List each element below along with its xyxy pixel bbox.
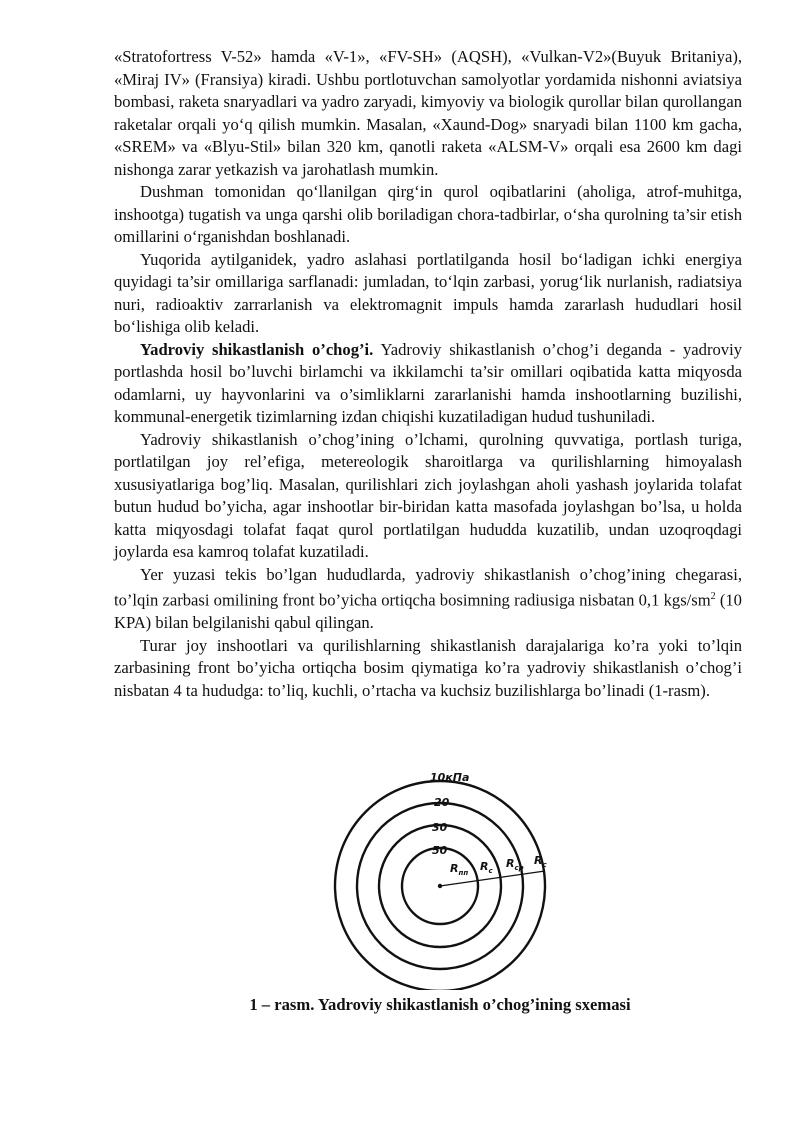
paragraph-6: Yer yuzasi tekis bo’lgan hududlarda, yadroviy shikastlanish o’chog’ining chegarasi, to’lqin zarbasi omilining front bo’yicha ortiqcha bosimning radiusiga nisbatan 0,1 kgs/$sm^2$ (10 KPA) bilan belgilanishi qabul qilingan. <box>114 564 742 633</box>
ring-label-50: 50 <box>432 844 448 857</box>
figure-caption: 1 – rasm. Yadroviy shikastlanish o’chog’ining sxemasi <box>249 995 631 1014</box>
radius-label-1: $R_{пп}$ <box>450 862 469 877</box>
paragraph-3: Yuqorida aytilganidek, yadro aslahasi portlatilganda hosil bo‘ladigan ichki energiya quyidagi ta’sir omillariga sarflanadi: jumladan, to‘lqin zarbasi, yorug‘lik nurlanish, radiatsiya nuri, radioaktiv zarrarlanish va elektromagnit impuls hamda zararlash hududlari hosil bo‘lishiga olib keladi. <box>114 249 742 336</box>
ring-label-20: 20 <box>434 796 450 809</box>
paragraph-2: Dushman tomonidan qo‘llanilgan qirg‘in qurol oqibatlarini (aholiga, atrof-muhitga, inshootga) tugatish va unga qarshi olib boriladigan chora-tadbirlar, o‘sha qurolning ta’sir etish omillarini o‘rganishdan boshlanadi. <box>114 182 742 246</box>
body-text <box>114 46 742 702</box>
radius-label-4: $R_с$ <box>534 854 547 869</box>
ring-label-10kpa: 10кПа <box>430 772 470 784</box>
section-heading: Yadroviy shikastlanish o’chog’i. <box>140 339 374 359</box>
damage-zone-diagram <box>320 772 560 990</box>
paragraph-7: Turar joy inshootlari va qurilishlarning shikastlanish darajalariga ko’ra yoki to’lqin zarbasining front bo’yicha ortiqcha bosim qiymatiga ko’ra yadroviy shikastlanish o’chog’i nisbatan 4 ta hududga: to’liq, kuchli, o’rtacha va kuchsiz buzilishlarga bo’linadi (1-rasm). <box>114 635 742 700</box>
paragraph-1: «Stratofortress V-52» hamda «V-1», «FV-SH» (AQSH), «Vulkan-V2»(Buyuk Britaniya), «Miraj IV» (Fransiya) kiradi. Ushbu portlotuvchan samolyotlar yordamida nishonni aviatsiya bombasi, raketa snaryadlari va yadro zaryadi, kimyoviy va biologik qurollar bilan qurollangan raketalar orqali yo‘q qilish mumkin. Masalan, «Xaund-Dog» snaryadi bilan 1100 km gacha, «SREM» va «Blyu-Stil» bilan 320 km, qanotli raketa «ALSM-V» orqali esa 2600 km dagi nishonga zarar yetkazish va jarohatlash mumkin. <box>114 47 742 179</box>
ring-label-30: 30 <box>432 821 448 834</box>
radius-label-2: $R_с$ <box>480 860 493 875</box>
paragraph-5: Yadroviy shikastlanish o’chog’ining o’lchami, qurolning quvvatiga, portlash turiga, portlatilgan joy rel’efiga, metereologik sharoitlarga va qurilishlarning himoyalash xususiyatlariga bog’liq. Masalan, qurilishlari zich joylashgan aholi yashash joylarida tolafat butun hudud bo’yicha, agar inshootlar bir-biridan katta masofada joylashgan bo’lsa, u holda katta miqyosdagi tolafat faqat qurol portlatilgan hududda kuzatilib, undan uzoqroqdagi joylarda esa kamroq tolafat kuzatiladi. <box>114 429 742 561</box>
superscript: 2 <box>710 591 716 602</box>
paragraph-4: Yadroviy shikastlanish o’chog’i. Yadroviy shikastlanish o’chog’i deganda - yadroviy portlashda hosil bo’luvchi birlamchi va ikkilamchi ta’sir omillari oqibatida katta miqyosda odamlarni, uy hayvonlarini va o’simliklarni zararlanishi hamda inshootlarning buzilishi, kommunal-energetik tizimlarning izdan chiqishi kuzatiladigan hudud tushuniladi. <box>114 339 742 426</box>
radius-label-3: $R_{ср}$ <box>506 857 524 872</box>
concentric-zones-svg <box>320 772 560 990</box>
